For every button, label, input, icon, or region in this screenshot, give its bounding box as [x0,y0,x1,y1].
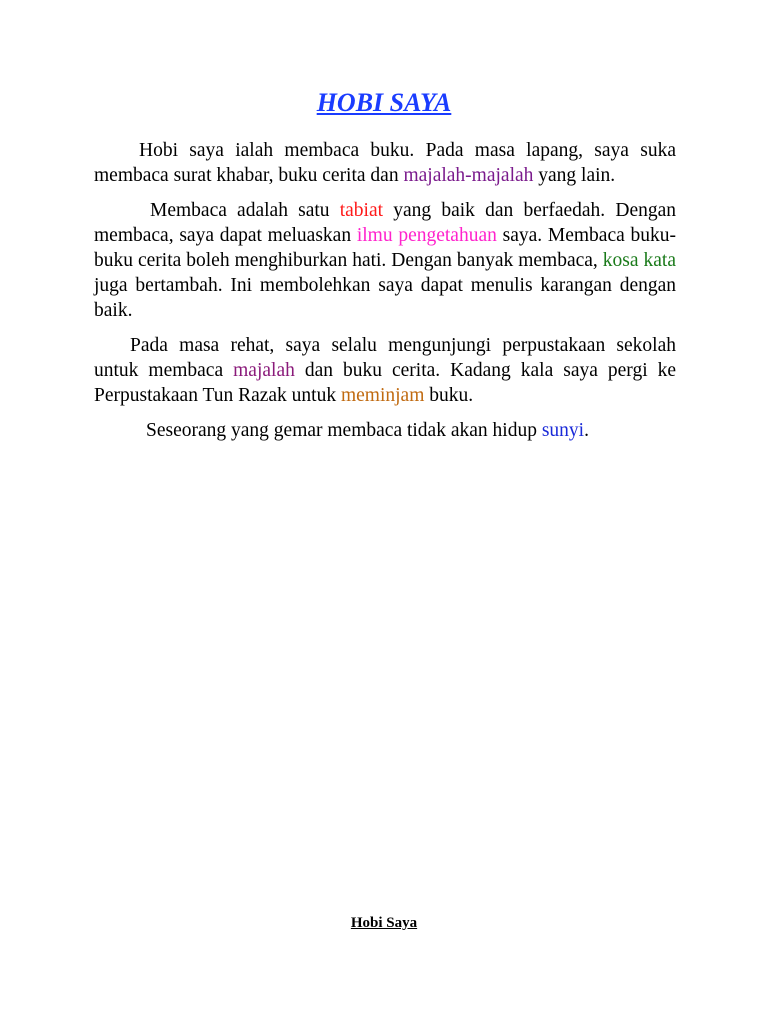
essay-body [94,138,676,453]
paragraph-4-text-b: . [584,420,589,441]
highlight-kosa-kata: kosa kata [602,250,676,271]
paragraph-2-text-b: yang baik dan berfaedah. Dengan membaca, saya dapat meluaskan [94,200,676,246]
paragraph-2-text-a: Membaca adalah satu [150,200,340,221]
paragraph-1 [94,138,676,188]
highlight-sunyi: sunyi [541,420,585,441]
page-title: HOBI SAYA [316,88,452,117]
highlight-ilmu-pengetahuan: ilmu pengetahuan [356,225,497,246]
paragraph-2-text-c: saya. Membaca buku-buku cerita boleh menghiburkan hati. Dengan banyak membaca, [94,225,676,271]
highlight-meminjam: meminjam [340,385,425,406]
paragraph-4-text-a: Seseorang yang gemar membaca tidak akan hidup [146,420,542,441]
paragraph-4 [94,418,676,443]
highlight-tabiat: tabiat [339,200,384,221]
paragraph-3-text-a: Pada masa rehat, saya selalu mengunjungi perpustakaan sekolah untuk membaca [94,335,676,381]
paragraph-1-text-b: yang lain. [533,165,616,186]
paragraph-3 [94,333,676,408]
page-footer: Hobi Saya [350,915,418,931]
paragraph-2 [94,198,676,323]
paragraph-2-text-d: juga bertambah. Ini membolehkan saya dapat menulis karangan dengan baik. [94,275,676,321]
paragraph-1-text-a: Hobi saya ialah membaca buku. Pada masa lapang, saya suka membaca surat khabar, buku cerita dan [94,140,676,186]
paragraph-3-text-c: buku. [424,385,474,406]
paragraph-3-text-b: dan buku cerita. Kadang kala saya pergi ke Perpustakaan Tun Razak untuk [94,360,677,406]
highlight-majalah-majalah: majalah-majalah [403,165,534,186]
highlight-majalah: majalah [233,360,295,381]
